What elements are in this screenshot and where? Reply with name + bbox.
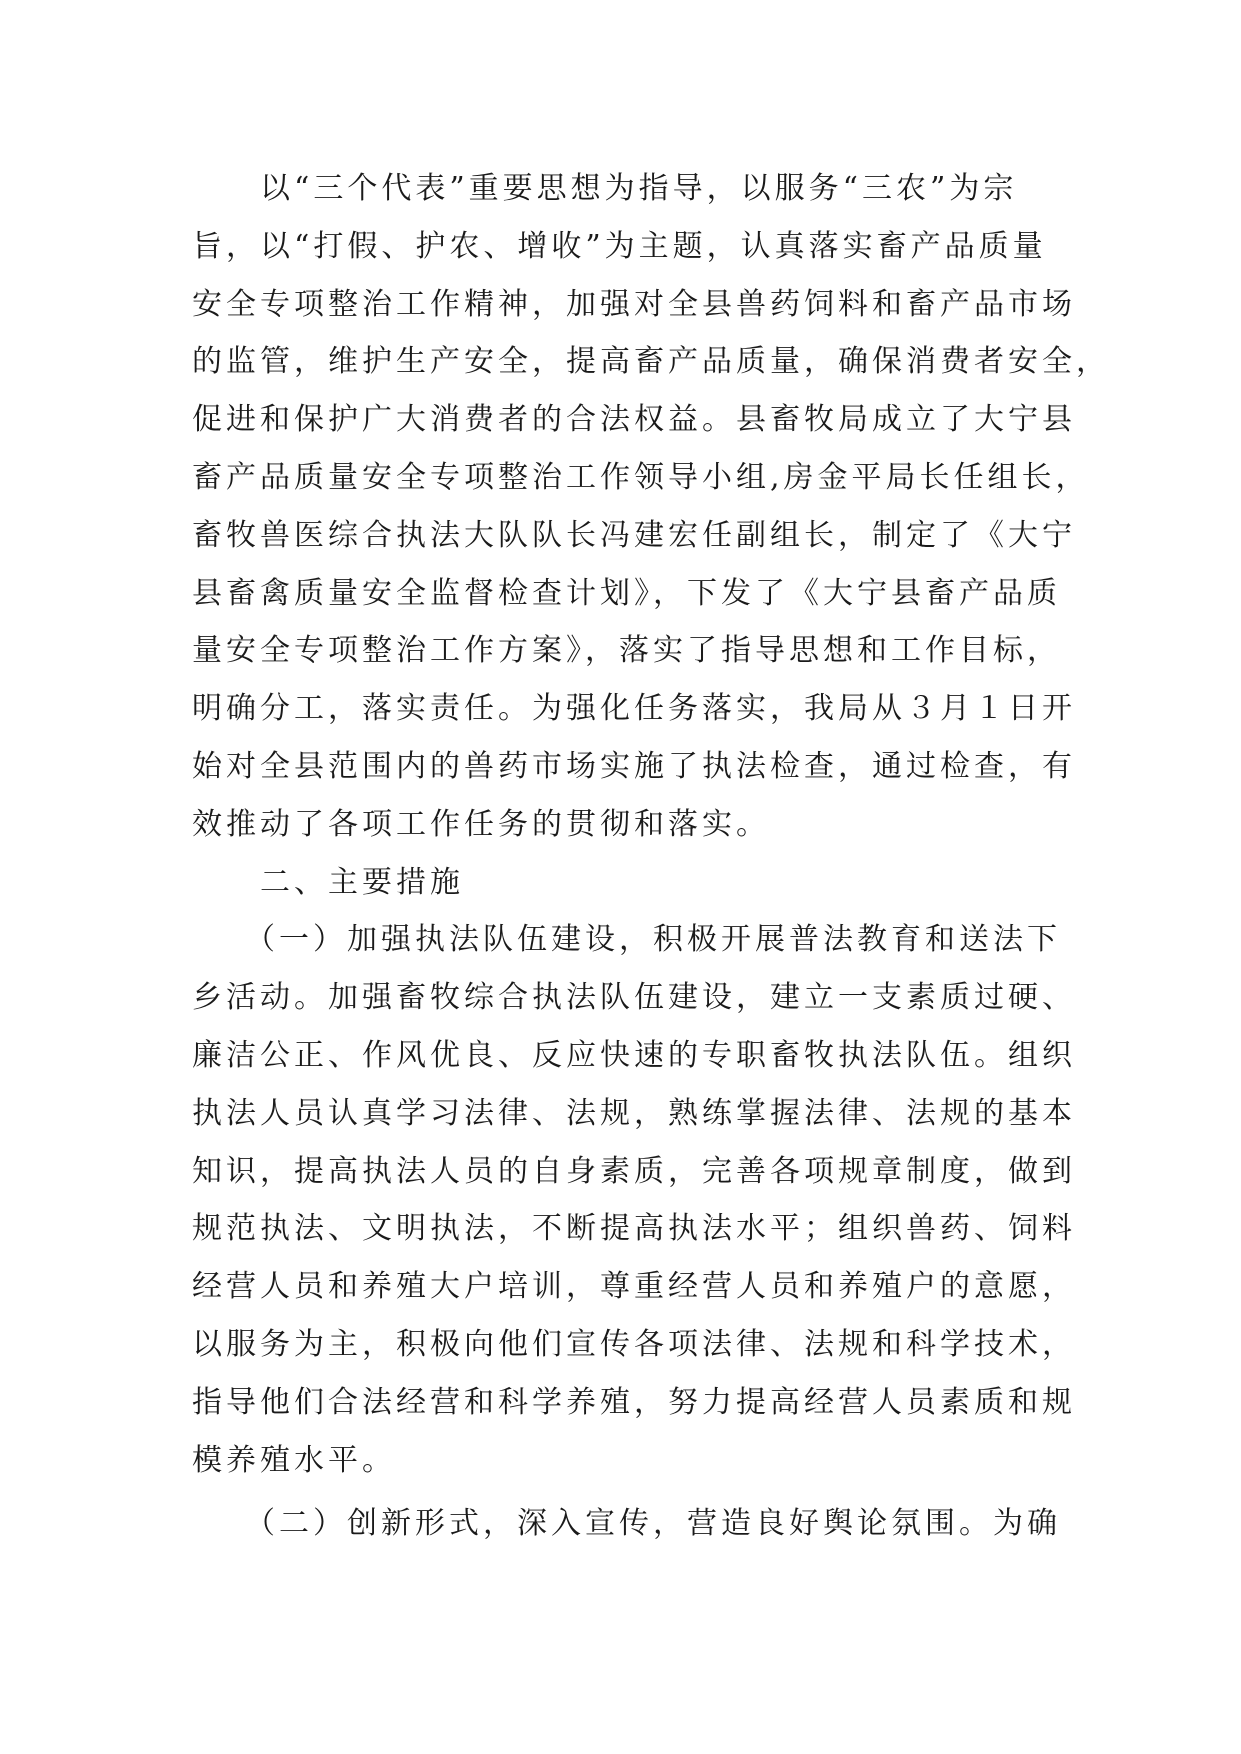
- text-line: 规范执法、文明执法，不断提高执法水平；组织兽药、饲料: [192, 1211, 1076, 1247]
- text-line: 廉洁公正、作风优良、反应快速的专职畜牧执法队伍。组织: [192, 1037, 1076, 1073]
- text-line: （一）加强执法队伍建设，积极开展普法教育和送法下: [192, 922, 1061, 958]
- text-line: 知识，提高执法人员的自身素质，完善各项规章制度，做到: [192, 1153, 1076, 1189]
- text-line: 指导他们合法经营和科学养殖，努力提高经营人员素质和规: [192, 1384, 1076, 1420]
- paragraph-measure-1: [192, 911, 1076, 1489]
- text-line: 始对全县范围内的兽药市场实施了执法检查，通过检查，有: [192, 748, 1076, 784]
- text-line: 以“三个代表”重要思想为指导，以服务“三农”为宗: [192, 171, 1018, 206]
- text-line: 县畜禽质量安全监督检查计划》，下发了《大宁县畜产品质: [192, 575, 1061, 611]
- section-heading: [192, 854, 1052, 912]
- document-body: [192, 160, 1110, 1553]
- text-line: 的监管，维护生产安全，提高畜产品质量，确保消费者安全，: [192, 344, 1110, 380]
- text-line: 经营人员和养殖大户培训，尊重经营人员和养殖户的意愿，: [192, 1269, 1076, 1305]
- text-line: 安全专项整治工作精神，加强对全县兽药饲料和畜产品市场: [192, 286, 1076, 322]
- text-line: 模养殖水平。: [192, 1442, 396, 1478]
- text-line: 执法人员认真学习法律、法规，熟练掌握法律、法规的基本: [192, 1095, 1076, 1131]
- text-line: 乡活动。加强畜牧综合执法队伍建设，建立一支素质过硬、: [192, 980, 1076, 1016]
- text-line: 旨，以“打假、护农、增收”为主题，认真落实畜产品质量: [192, 228, 1047, 264]
- text-line: 量安全专项整治工作方案》，落实了指导思想和工作目标，: [192, 633, 1061, 669]
- text-line: 畜牧兽医综合执法大队队长冯建宏任副组长，制定了《大宁: [192, 517, 1076, 553]
- text-line: 促进和保护广大消费者的合法权益。县畜牧局成立了大宁县: [192, 402, 1076, 438]
- text-line: 明确分工，落实责任。为强化任务落实，我局从３月１日开: [192, 691, 1076, 727]
- text-line: （二）创新形式，深入宣传，营造良好舆论氛围。为确: [192, 1506, 1061, 1542]
- paragraph-intro: [192, 160, 1110, 854]
- text-line: 畜产品质量安全专项整治工作领导小组,房金平局长任组长，: [192, 459, 1090, 495]
- paragraph-measure-2: [192, 1495, 1061, 1553]
- text-line: 以服务为主，积极向他们宣传各项法律、法规和科学技术，: [192, 1326, 1076, 1362]
- text-line: 效推动了各项工作任务的贯彻和落实。: [192, 806, 770, 842]
- heading-line: 二、主要措施: [192, 864, 464, 900]
